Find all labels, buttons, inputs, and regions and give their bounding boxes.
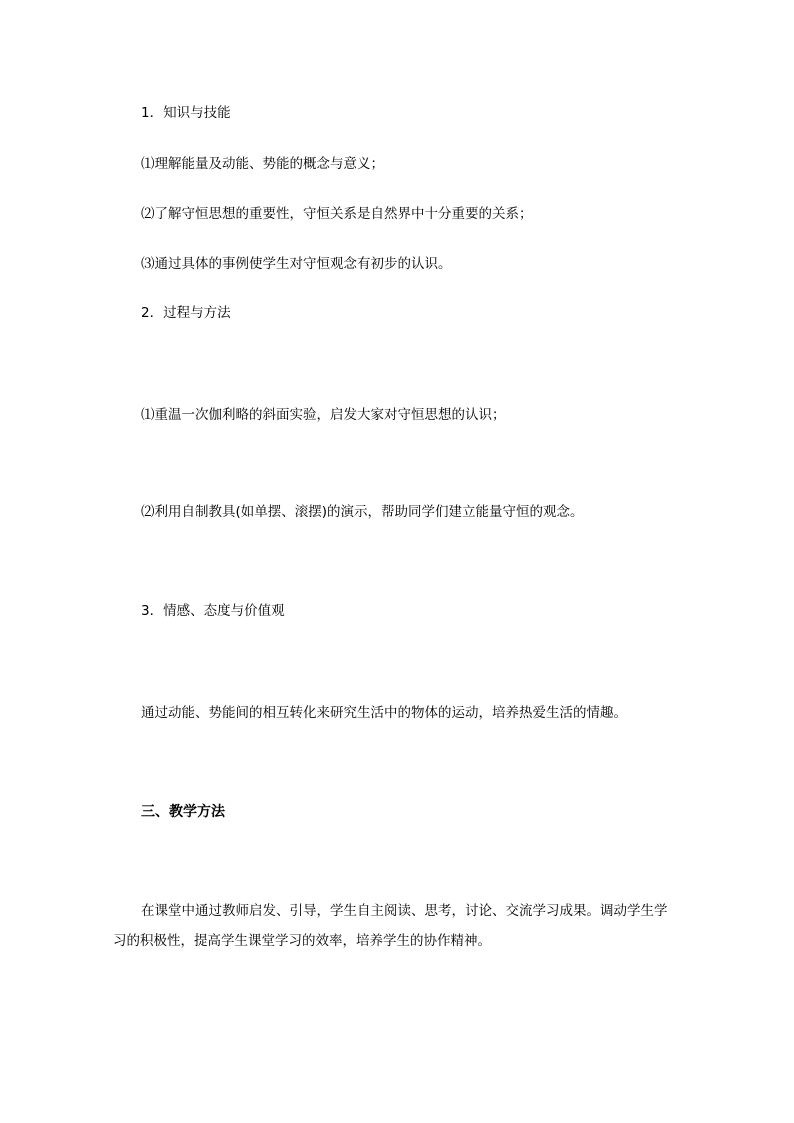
list-item: ⑴理解能量及动能、势能的概念与意义； (141, 156, 384, 172)
list-item: ⑵利用自制教具(如单摆、滚摆)的演示，帮助同学们建立能量守恒的观念。 (141, 504, 584, 520)
section-heading-teaching-method: 三、教学方法 (141, 804, 225, 820)
list-item: ⑵了解守恒思想的重要性，守恒关系是自然界中十分重要的关系； (141, 206, 533, 222)
paragraph: 在课堂中通过教师启发、引导，学生自主阅读、思考，讨论、交流学习成果。调动学生学习的积极性，提高学生课堂学习的效率，培养学生的协作精神。 (113, 903, 668, 949)
list-item: ⑴重温一次伽利略的斜面实验，启发大家对守恒思想的认识； (141, 407, 506, 423)
paragraph: 通过动能、势能间的相互转化来研究生活中的物体的运动，培养热爱生活的情趣。 (141, 705, 627, 721)
section-heading-knowledge-skills: 1．知识与技能 (141, 105, 231, 121)
section-heading-process-method: 2．过程与方法 (141, 305, 231, 321)
section-heading-emotion-attitude: 3．情感、态度与价值观 (141, 603, 285, 619)
list-item: ⑶通过具体的事例使学生对守恒观念有初步的认识。 (141, 256, 452, 272)
